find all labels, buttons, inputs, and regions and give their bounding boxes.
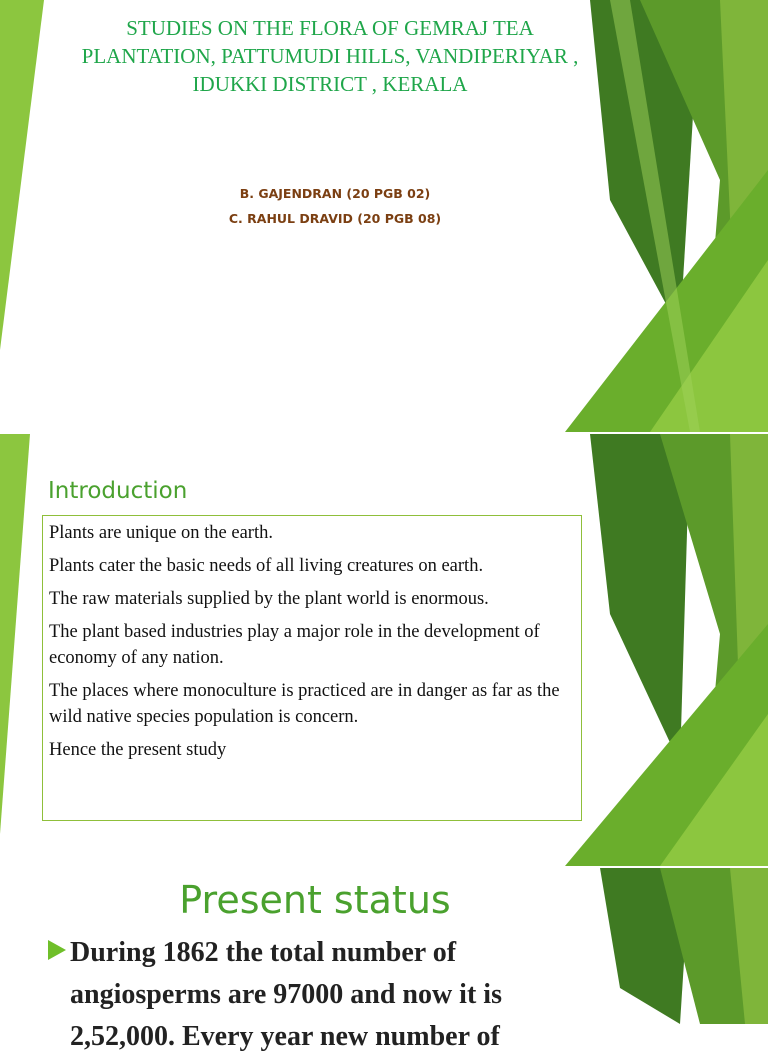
- introduction-slide: [0, 434, 768, 866]
- point-6: Hence the present study: [49, 740, 227, 760]
- author-2: C. RAHUL DRAVID (20 PGB 08): [228, 211, 442, 226]
- arrow-bullet-icon: [48, 940, 66, 960]
- point-2: Plants cater the basic needs of all living creatures on earth.: [49, 556, 484, 576]
- bullet-text: During 1862 the total number of angiosperms are 97000 and now it is 2,52,000. Every year new number of: [70, 937, 502, 1052]
- slide-heading: Introduction: [48, 478, 188, 504]
- content-box: [42, 515, 582, 821]
- presentation-title: STUDIES ON THE FLORA OF GEMRAJ TEA PLANTATION, PATTUMUDI HILLS, VANDIPERIYAR , IDUKKI DISTRICT , KERALA: [81, 16, 579, 96]
- point-5: The places where monoculture is practiced are in danger as far as the wild native species population is concern.: [49, 681, 560, 727]
- author-1: B. GAJENDRAN (20 PGB 02): [239, 186, 431, 201]
- slide-heading: Present status: [179, 878, 451, 922]
- point-3: The raw materials supplied by the plant world is enormous.: [49, 589, 489, 609]
- left-green-stripe: [0, 434, 30, 834]
- point-4: The plant based industries play a major role in the development of economy of any nation.: [49, 622, 540, 668]
- point-1: Plants are unique on the earth.: [49, 523, 273, 543]
- present-status-slide: [0, 868, 768, 1052]
- title-slide: [0, 0, 768, 432]
- left-green-stripe: [0, 0, 44, 350]
